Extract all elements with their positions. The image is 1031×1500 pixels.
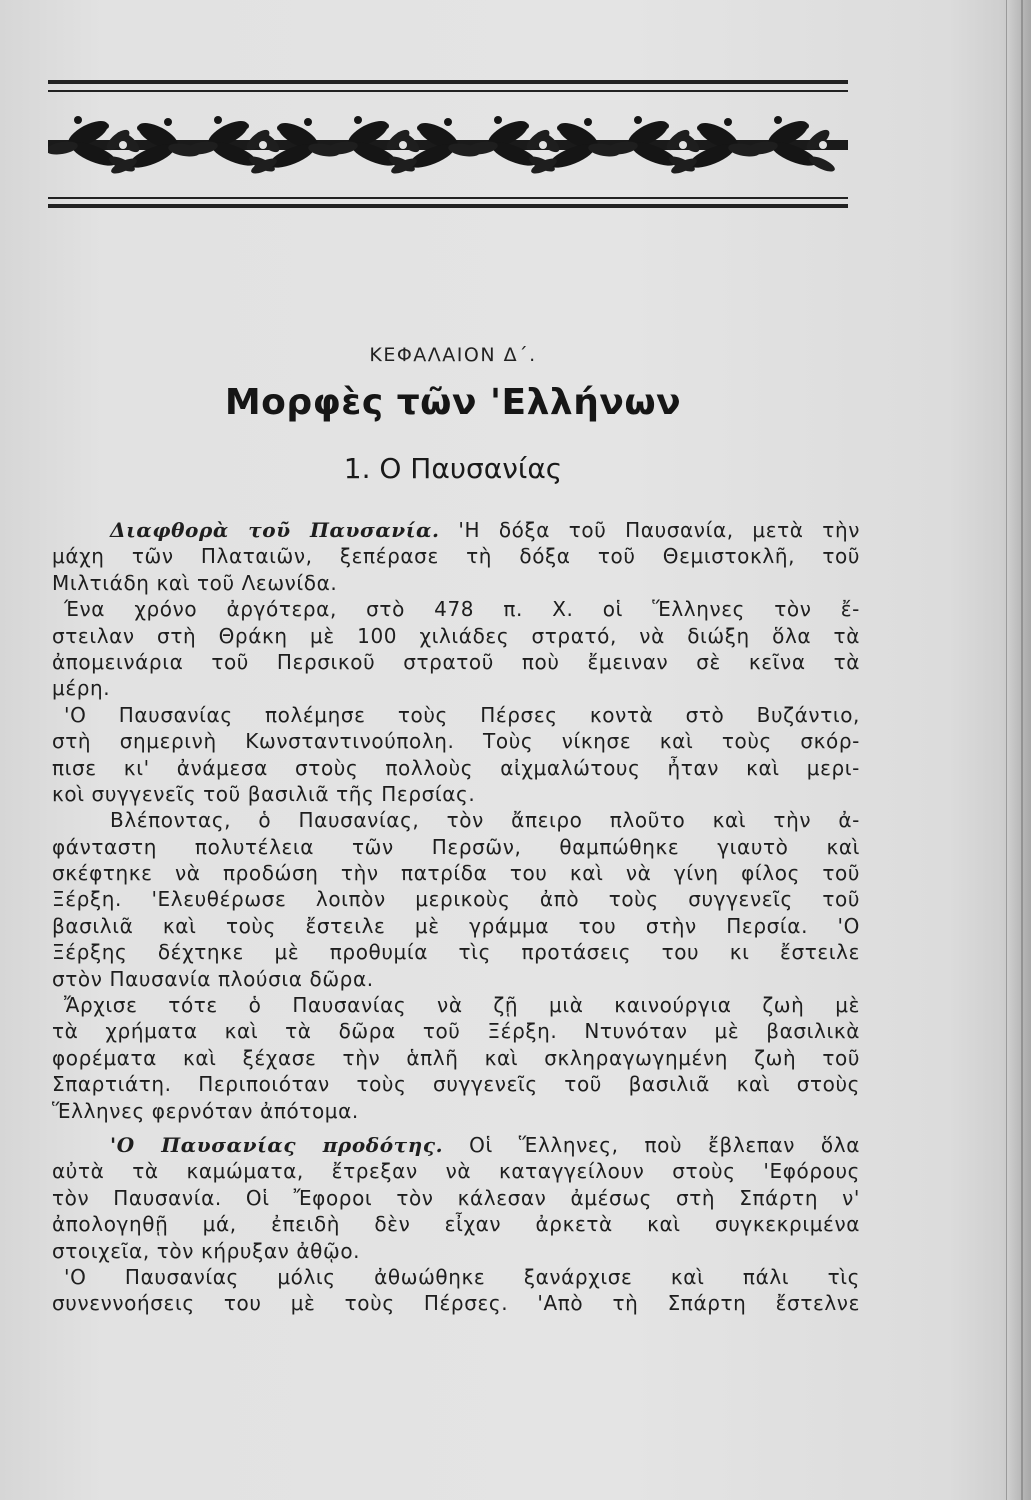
ornament-rule-top-thin [48,90,848,92]
text-line: τὰ χρήματα καὶ τὰ δῶρα τοῦ Ξέρξη. Ντυνόταν μὲ βασιλικὰ [52,1019,860,1044]
paragraph [52,596,860,702]
paragraph [52,702,860,808]
paragraph-heading: Διαφθορὰ τοῦ Παυσανία. [110,518,440,542]
text-line: μέρη. [52,676,111,701]
text-line: στὴ σημερινὴ Κωνσταντινούπολη. Τοὺς νίκησε καὶ τοὺς σκόρ- [52,729,860,754]
ornament-rule-bottom-thin [48,197,848,199]
text-line: ἀπομεινάρια τοῦ Περσικοῦ στρατοῦ ποὺ ἔμειναν σὲ κεῖνα τὰ [52,649,860,674]
text-line: πισε κι' ἀνάμεσα στοὺς πολλοὺς αἰχμαλώτους ἦταν καὶ μερι- [52,755,860,780]
text-line: 'Ο Παυσανίας προδότης. Οἱ Ἕλληνες, ποὺ ἔβλεπαν ὅλα [110,1132,860,1157]
paragraph [52,517,860,596]
ornament-rule-bottom [48,204,848,208]
paragraph-gap [52,1124,860,1132]
text-line: συνεννοήσεις του μὲ τοὺς Πέρσες. 'Απὸ τὴ Σπάρτη ἔστελνε [52,1291,860,1316]
paragraph [52,992,860,1124]
text-line: κοὶ συγγενεῖς τοῦ βασιλιᾶ τῆς Περσίας. [52,781,476,806]
book-spine [1006,0,1031,1500]
paragraph [52,807,860,992]
text-line: φορέματα καὶ ξέχασε τὴν ἁπλῆ καὶ σκληραγωγημένη ζωὴ τοῦ [52,1045,860,1070]
text-line: στὸν Παυσανία πλούσια δῶρα. [52,966,374,991]
text-line: βασιλιᾶ καὶ τοὺς ἔστειλε μὲ γράμμα του στὴν Περσία. 'Ο [52,913,860,938]
text-line: Διαφθορὰ τοῦ Παυσανία. 'Η δόξα τοῦ Παυσανία, μετὰ τὴν [110,518,861,542]
chapter-label: ΚΕΦΑΛΑΙΟΝ Δ΄. [369,344,537,366]
text-line: στοιχεῖα, τὸν κήρυξαν ἀθῷο. [52,1238,361,1263]
text-line: Μιλτιάδη καὶ τοῦ Λεωνίδα. [52,570,338,595]
text-line: Ἕλληνες φερνόταν ἀπότομα. [52,1098,359,1123]
text-line: αὐτὰ τὰ καμώματα, ἔτρεξαν νὰ καταγγείλουν στοὺς 'Εφόρους [52,1159,860,1184]
text-line: ἀπολογηθῇ μά, ἐπειδὴ δὲν εἶχαν ἀρκετὰ καὶ συγκεκριμένα [52,1212,860,1237]
section-title: 1. Ο Παυσανίας [343,452,563,485]
text-line: Ξέρξη. 'Ελευθέρωσε λοιπὸν μερικοὺς ἀπὸ τοὺς συγγενεῖς τοῦ [52,887,860,912]
text-line: Σπαρτιάτη. Περιποιόταν τοὺς συγγενεῖς τοῦ βασιλιᾶ καὶ στοὺς [52,1072,860,1097]
ornament-rule-top [48,80,848,84]
text-line: σκέφτηκε νὰ προδώση τὴν πατρίδα του καὶ νὰ γίνη φίλος τοῦ [52,861,860,886]
text-line: 'Ο Παυσανίας μόλις ἀθωώθηκε ξανάρχισε καὶ πάλι τὶς [64,1264,860,1289]
text-line: Ένα χρόνο ἀργότερα, στὸ 478 π. Χ. οἱ Ἕλληνες τὸν ἔ- [64,597,860,622]
text-line: φάνταστη πολυτέλεια τῶν Περσῶν, θαμπώθηκε γιαυτὸ καὶ [52,834,860,859]
paragraph [52,1132,860,1264]
chapter-title: Μορφὲς τῶν 'Ελλήνων [224,382,682,423]
text-line: τὸν Παυσανία. Οἱ Ἔφοροι τὸν κάλεσαν ἀμέσως στὴ Σπάρτη ν' [52,1185,860,1210]
text-line: 'Ο Παυσανίας πολέμησε τοὺς Πέρσες κοντὰ στὸ Βυζάντιο, [64,702,860,727]
laurel-band [48,104,848,188]
text-line: μάχη τῶν Πλαταιῶν, ξεπέρασε τὴ δόξα τοῦ Θεμιστοκλῆ, τοῦ [52,544,860,569]
text-line: στειλαν στὴ Θράκη μὲ 100 χιλιάδες στρατό, νὰ διώξη ὅλα τὰ [52,623,860,648]
header-ornament [48,80,848,212]
body-text [52,517,860,1317]
paragraph-heading: 'Ο Παυσανίας προδότης. [110,1132,444,1157]
text-line: Ἄρχισε τότε ὁ Παυσανίας νὰ ζῇ μιὰ καινούργια ζωὴ μὲ [64,993,860,1018]
text-line: Βλέποντας, ὁ Παυσανίας, τὸν ἄπειρο πλοῦτο καὶ τὴν ἀ- [110,808,860,833]
paragraph [52,1264,860,1317]
spine-edge [1021,0,1023,1500]
text-line: Ξέρξης δέχτηκε μὲ προθυμία τὶς προτάσεις του κι ἔστειλε [52,940,860,965]
